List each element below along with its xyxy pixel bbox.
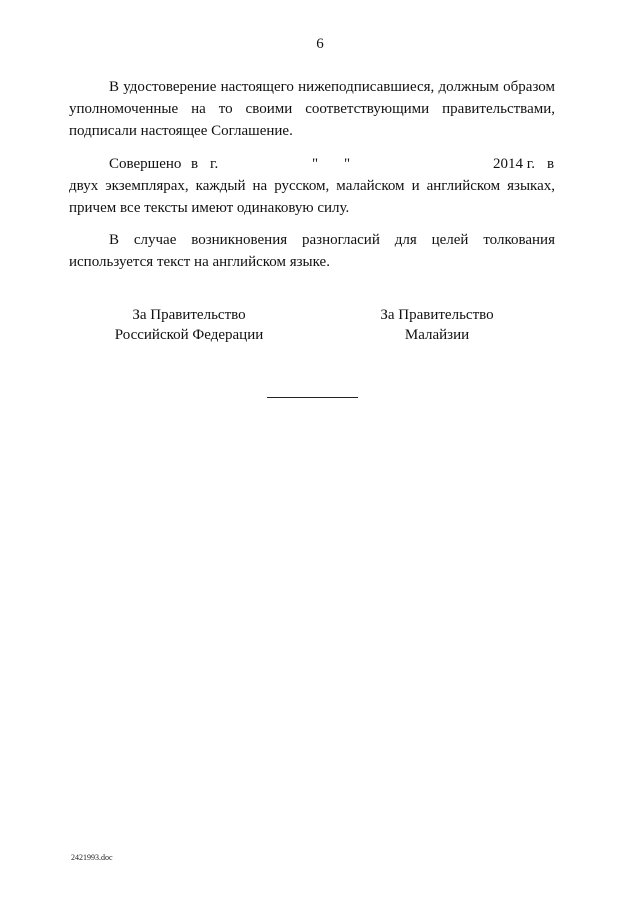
quote-open: " (312, 156, 319, 172)
page-number: 6 (316, 36, 324, 52)
document-id: 2421993.doc (71, 853, 113, 862)
paragraph-done-first-line (69, 153, 555, 175)
signature-left-line1: За Правительство (132, 307, 246, 323)
end-divider (267, 397, 358, 398)
signature-block-malaysia (327, 305, 547, 345)
paragraph-interpretation (69, 229, 555, 273)
quote-close: " (344, 156, 351, 172)
signature-right-line1: За Правительство (380, 307, 494, 323)
in-word-2: в (547, 156, 555, 172)
paragraph-done-rest: двух экземплярах, каждый на русском, малайском и английском языках, причем все тексты имеют одинаковую силу. (69, 178, 555, 216)
paragraph-certification-text: В удостоверение настоящего нижеподписавшиеся, должным образом уполномоченные на то своими соответствующими правительствами, подписали настоящее Соглашение. (69, 79, 555, 139)
done-word: Совершено (109, 156, 182, 172)
in-word: в (191, 156, 199, 172)
signature-block-russia (79, 305, 299, 345)
year-text: 2014 г. (493, 156, 535, 172)
paragraph-interpretation-text: В случае возникновения разногласий для целей толкования используется текст на английском языке. (69, 232, 555, 270)
paragraph-certification (69, 76, 555, 142)
city-abbrev: г. (210, 156, 219, 172)
signature-left-line2: Российской Федерации (114, 327, 264, 343)
signature-right-line2: Малайзии (404, 327, 470, 343)
